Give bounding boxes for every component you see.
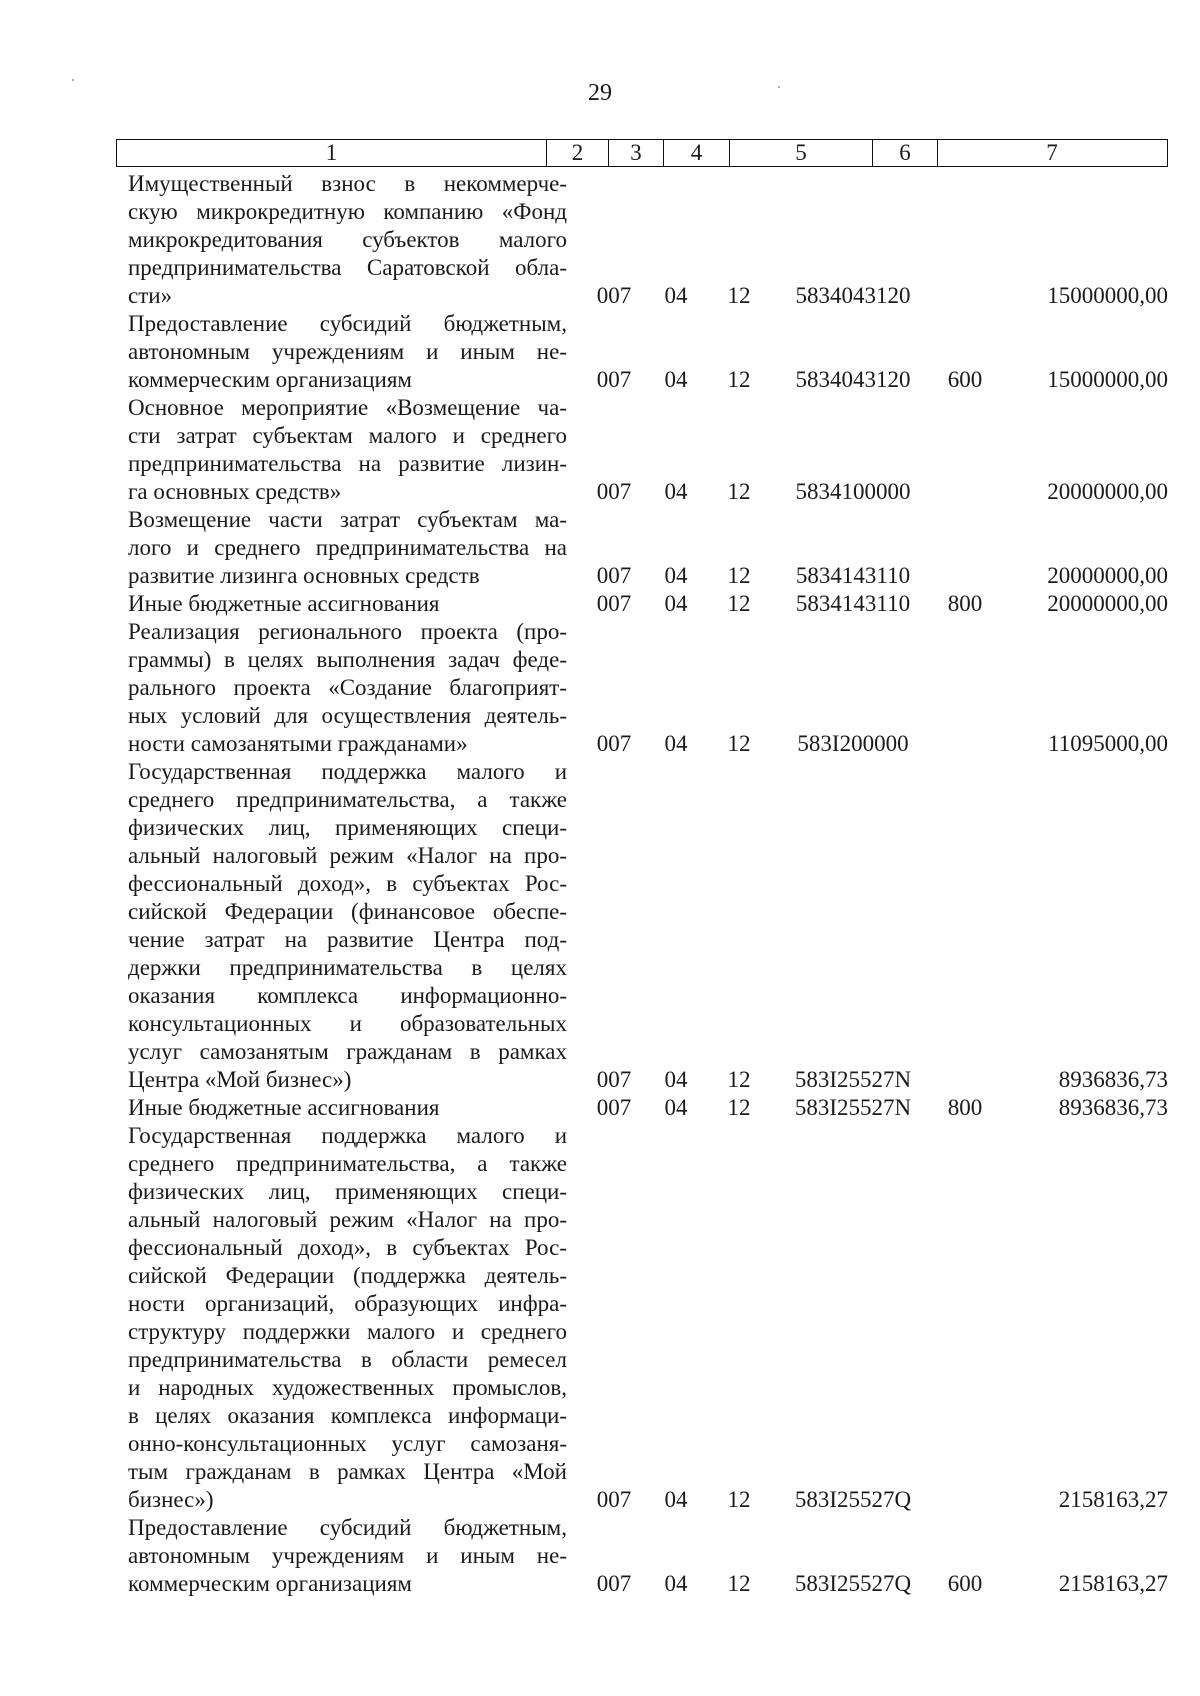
- description-line: оказания комплекса информационно-: [128, 983, 567, 1008]
- description-line: лого и среднего предпринимательства на: [128, 535, 567, 560]
- table-row: [0, 506, 1200, 590]
- header-col-3: 3: [608, 140, 663, 166]
- row-description: [128, 1514, 567, 1598]
- description-line: развитие лизинга основных средств: [128, 563, 480, 588]
- table-row: [0, 758, 1200, 1094]
- row-cell-col-6: 600: [947, 367, 983, 392]
- row-cell-col-3: 04: [664, 1067, 688, 1092]
- description-line: физических лиц, применяющих специ-: [128, 815, 567, 840]
- description-line: среднего предпринимательства, а также: [128, 787, 567, 812]
- table-row: [0, 590, 1200, 618]
- row-cell-col-2: 007: [596, 1095, 632, 1120]
- row-description: [128, 758, 567, 1094]
- row-cell-col-5: 583I200000: [797, 731, 909, 756]
- row-description: [128, 170, 567, 310]
- description-line: фессиональный доход», в субъектах Рос-: [128, 1235, 567, 1260]
- row-cell-col-2: 007: [596, 1487, 632, 1512]
- description-line: альный налоговый режим «Налог на про-: [128, 1207, 567, 1232]
- description-line: альный налоговый режим «Налог на про-: [128, 843, 567, 868]
- header-col-4: 4: [663, 140, 729, 166]
- description-line: Иные бюджетные ассигнования: [128, 1095, 440, 1120]
- header-col-5: 5: [729, 140, 872, 166]
- row-cell-col-6: 600: [947, 1571, 983, 1596]
- description-line: сийской Федерации (финансовое обеспе-: [128, 899, 567, 924]
- row-cell-col-4: 12: [727, 283, 751, 308]
- row-cell-col-7: 20000000,00: [1047, 591, 1168, 616]
- description-line: среднего предпринимательства, а также: [128, 1151, 567, 1176]
- row-cell-col-5: 583I25527N: [794, 1067, 912, 1092]
- row-cell-col-2: 007: [596, 563, 632, 588]
- table-row: [0, 1514, 1200, 1598]
- row-cell-col-3: 04: [664, 1095, 688, 1120]
- row-cell-col-4: 12: [727, 367, 751, 392]
- description-line: сти затрат субъектам малого и среднего: [128, 423, 567, 448]
- row-cell-col-6: 800: [947, 1095, 983, 1120]
- row-cell-col-2: 007: [596, 1067, 632, 1092]
- row-cell-col-3: 04: [664, 479, 688, 504]
- description-line: Иные бюджетные ассигнования: [128, 591, 440, 616]
- description-line: предпринимательства на развитие лизин-: [128, 451, 567, 476]
- row-cell-col-7: 8936836,73: [1058, 1067, 1168, 1092]
- description-line: предпринимательства Саратовской обла-: [128, 255, 567, 280]
- row-cell-col-5: 5834143110: [795, 563, 911, 588]
- row-cell-col-3: 04: [664, 1571, 688, 1596]
- row-cell-col-7: 15000000,00: [1047, 283, 1168, 308]
- description-line: га основных средств»: [128, 479, 342, 504]
- description-line: Предоставление субсидий бюджетным,: [128, 1515, 567, 1540]
- header-col-7: 7: [937, 140, 1166, 166]
- row-cell-col-4: 12: [727, 591, 751, 616]
- row-description: [128, 1122, 567, 1514]
- row-cell-col-3: 04: [664, 591, 688, 616]
- row-description: [128, 506, 567, 590]
- description-line: сийской Федерации (поддержка деятель-: [128, 1263, 567, 1288]
- description-line: в целях оказания комплекса информаци-: [128, 1403, 567, 1428]
- description-line: предпринимательства в области ремесел: [128, 1347, 567, 1372]
- row-cell-col-2: 007: [596, 591, 632, 616]
- description-line: услуг самозанятым гражданам в рамках: [128, 1039, 567, 1064]
- description-line: физических лиц, применяющих специ-: [128, 1179, 567, 1204]
- row-cell-col-2: 007: [596, 731, 632, 756]
- row-cell-col-7: 20000000,00: [1047, 563, 1168, 588]
- description-line: Имущественный взнос в некоммерче-: [128, 171, 567, 196]
- row-cell-col-3: 04: [664, 1487, 688, 1512]
- row-cell-col-3: 04: [664, 731, 688, 756]
- description-line: Основное мероприятие «Возмещение ча-: [128, 395, 567, 420]
- description-line: автономным учреждениям и иным не-: [128, 339, 567, 364]
- row-description: [128, 590, 567, 618]
- description-line: структуру поддержки малого и среднего: [128, 1319, 567, 1344]
- scan-speck: [778, 86, 780, 88]
- row-description: [128, 1094, 567, 1122]
- description-line: чение затрат на развитие Центра под-: [128, 927, 567, 952]
- row-cell-col-7: 8936836,73: [1058, 1095, 1168, 1120]
- description-line: микрокредитования субъектов малого: [128, 227, 567, 252]
- table-row: [0, 1094, 1200, 1122]
- row-cell-col-5: 5834043120: [795, 283, 911, 308]
- table-row: [0, 310, 1200, 394]
- row-cell-col-3: 04: [664, 563, 688, 588]
- row-description: [128, 394, 567, 506]
- description-line: ности самозанятыми гражданами»: [128, 731, 468, 756]
- row-cell-col-5: 583I25527Q: [794, 1571, 912, 1596]
- row-cell-col-4: 12: [727, 1095, 751, 1120]
- description-line: бизнес»): [128, 1487, 214, 1512]
- description-line: консультационных и образовательных: [128, 1011, 567, 1036]
- row-cell-col-4: 12: [727, 479, 751, 504]
- description-line: Реализация регионального проекта (про-: [128, 619, 567, 644]
- row-cell-col-7: 2158163,27: [1058, 1487, 1168, 1512]
- header-col-2: 2: [546, 140, 608, 166]
- row-cell-col-4: 12: [727, 731, 751, 756]
- row-cell-col-6: 800: [947, 591, 983, 616]
- description-line: автономным учреждениям и иным не-: [128, 1543, 567, 1568]
- description-line: рального проекта «Создание благоприят-: [128, 675, 567, 700]
- description-line: онно-консультационных услуг самозаня-: [128, 1431, 567, 1456]
- row-cell-col-7: 11095000,00: [1048, 731, 1168, 756]
- description-line: коммерческим организациям: [128, 1571, 412, 1596]
- description-line: коммерческим организациям: [128, 367, 412, 392]
- row-cell-col-7: 20000000,00: [1047, 479, 1168, 504]
- description-line: Предоставление субсидий бюджетным,: [128, 311, 567, 336]
- row-description: [128, 618, 567, 758]
- row-cell-col-2: 007: [596, 283, 632, 308]
- row-cell-col-7: 2158163,27: [1058, 1571, 1168, 1596]
- row-cell-col-2: 007: [596, 1571, 632, 1596]
- description-line: граммы) в целях выполнения задач феде-: [128, 647, 567, 672]
- row-cell-col-5: 5834143110: [795, 591, 911, 616]
- description-line: держки предпринимательства в целях: [128, 955, 567, 980]
- row-cell-col-7: 15000000,00: [1047, 367, 1168, 392]
- table-row: [0, 170, 1200, 310]
- header-col-6: 6: [872, 140, 937, 166]
- description-line: тым гражданам в рамках Центра «Мой: [128, 1459, 567, 1484]
- row-cell-col-2: 007: [596, 479, 632, 504]
- row-cell-col-2: 007: [596, 367, 632, 392]
- description-line: и народных художественных промыслов,: [128, 1375, 567, 1400]
- table-header: [116, 139, 1168, 167]
- header-col-1: 1: [325, 140, 338, 165]
- description-line: Государственная поддержка малого и: [128, 759, 567, 784]
- row-cell-col-5: 583I25527N: [794, 1095, 912, 1120]
- page-number: 29: [588, 80, 612, 106]
- table-row: [0, 1122, 1200, 1514]
- row-cell-col-4: 12: [727, 563, 751, 588]
- row-cell-col-3: 04: [664, 367, 688, 392]
- scan-speck: [72, 79, 74, 81]
- row-cell-col-4: 12: [727, 1487, 751, 1512]
- description-line: ных условий для осуществления деятель-: [128, 703, 567, 728]
- table-row: [0, 618, 1200, 758]
- description-line: ности организаций, образующих инфра-: [128, 1291, 567, 1316]
- description-line: Возмещение части затрат субъектам ма-: [128, 507, 567, 532]
- description-line: фессиональный доход», в субъектах Рос-: [128, 871, 567, 896]
- description-line: Центра «Мой бизнес»): [128, 1067, 352, 1092]
- row-cell-col-5: 583I25527Q: [794, 1487, 912, 1512]
- row-description: [128, 310, 567, 394]
- description-line: сти»: [128, 283, 173, 308]
- row-cell-col-5: 5834100000: [795, 479, 911, 504]
- row-cell-col-4: 12: [727, 1571, 751, 1596]
- row-cell-col-4: 12: [727, 1067, 751, 1092]
- row-cell-col-5: 5834043120: [795, 367, 911, 392]
- description-line: скую микрокредитную компанию «Фонд: [128, 199, 567, 224]
- description-line: Государственная поддержка малого и: [128, 1123, 567, 1148]
- table-row: [0, 394, 1200, 506]
- row-cell-col-3: 04: [664, 283, 688, 308]
